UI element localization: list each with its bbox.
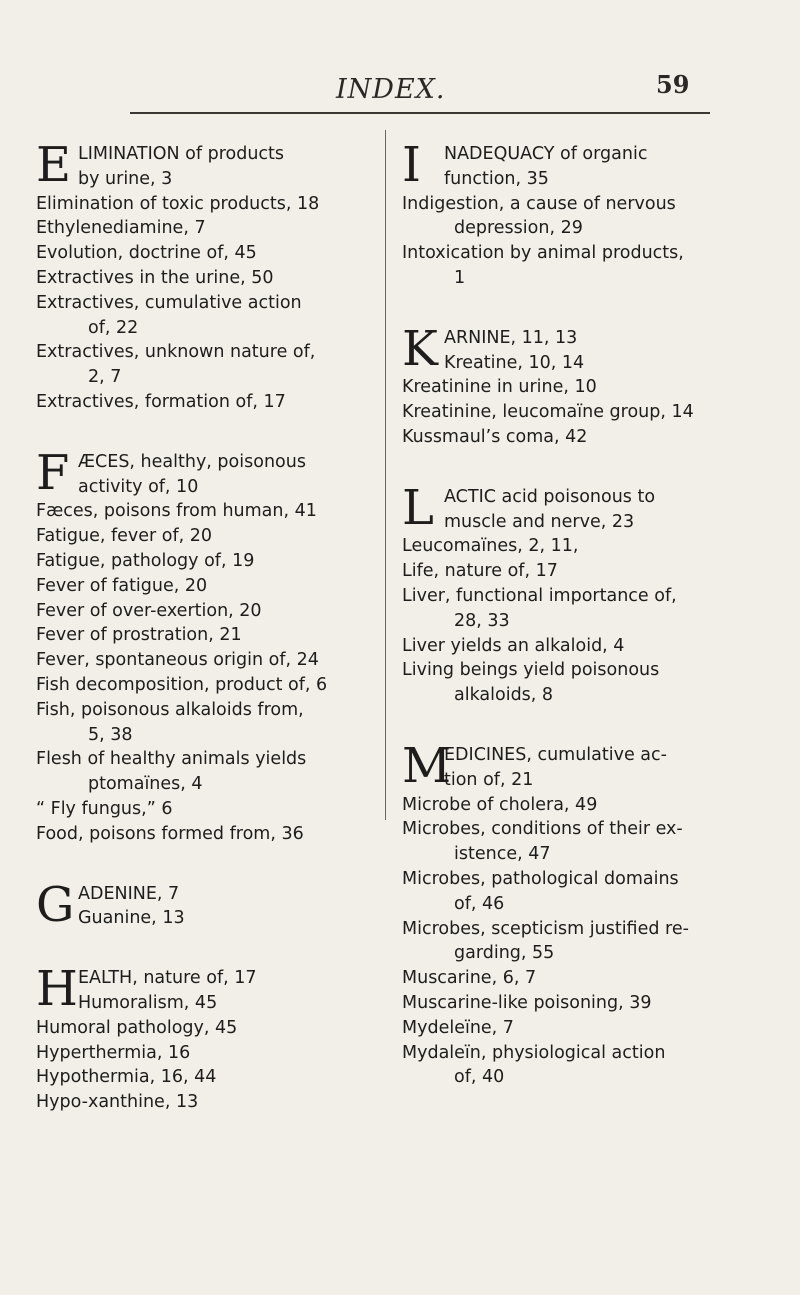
entry-line: Leucomaïnes, 2, 11,	[402, 536, 579, 557]
index-entry	[402, 1041, 742, 1091]
index-entry	[36, 266, 381, 291]
entry-line: 28, 33	[454, 610, 510, 631]
index-entry	[402, 793, 742, 818]
index-entry	[36, 1065, 381, 1090]
entry-line: Microbes, conditions of their ex-	[402, 819, 683, 840]
index-entry	[36, 797, 381, 822]
entry-line: Liver yields an alkaloid, 4	[402, 635, 625, 656]
entry-line: Kreatine, 10, 14	[444, 352, 585, 373]
entry-line: Fever of fatigue, 20	[36, 575, 208, 596]
index-section-k	[402, 320, 742, 450]
entry-line: Life, nature of, 17	[402, 561, 558, 582]
drop-cap-letter: K	[402, 320, 438, 377]
index-entry	[36, 673, 381, 698]
index-entry	[36, 1041, 381, 1066]
index-section-i	[402, 137, 742, 291]
section-first-entry	[402, 737, 742, 794]
entry-line: Hypothermia, 16, 44	[36, 1067, 217, 1088]
entry-line: Liver, functional importance of,	[402, 585, 677, 606]
index-entry	[36, 241, 381, 266]
entry-line: Mydaleïn, physiological action	[402, 1042, 666, 1063]
entry-line: Ethylenediamine, 7	[36, 218, 206, 239]
entry-line: ÆCES, healthy, poisonous	[78, 451, 306, 472]
index-entry	[36, 599, 381, 624]
entry-line: Extractives, unknown nature of,	[36, 342, 316, 363]
section-first-entry	[402, 137, 742, 193]
index-entry	[36, 648, 381, 673]
entry-line: Elimination of toxic products, 18	[36, 193, 320, 214]
section-first-entry	[36, 137, 381, 193]
entry-line: function, 35	[444, 168, 549, 189]
index-entry	[36, 549, 381, 574]
page-header	[0, 70, 800, 110]
index-entry	[402, 817, 742, 867]
drop-cap-letter: H	[36, 961, 78, 1018]
entry-line: Extractives in the urine, 50	[36, 267, 274, 288]
entry-line: Fish, poisonous alkaloids from,	[36, 699, 304, 720]
section-first-entry	[36, 876, 381, 933]
index-entry	[36, 340, 381, 390]
entry-line: Fæces, poisons from human, 41	[36, 501, 317, 522]
entry-line: Fatigue, fever of, 20	[36, 526, 213, 547]
index-entry	[402, 1016, 742, 1041]
index-entry	[36, 291, 381, 341]
index-entry	[402, 634, 742, 659]
entry-line: Extractives, formation of, 17	[36, 391, 286, 412]
index-entry	[402, 559, 742, 584]
right-column	[402, 137, 742, 1125]
index-section-l	[402, 479, 742, 708]
entry-line: depression, 29	[454, 218, 583, 239]
entry-line: ACTIC acid poisonous to	[444, 486, 656, 507]
index-entry	[36, 524, 381, 549]
entry-line: Food, poisons formed from, 36	[36, 823, 304, 844]
index-section-e	[36, 137, 381, 415]
entry-line: Flesh of healthy animals yields	[36, 749, 307, 770]
entry-line: NADEQUACY of organic	[444, 144, 648, 164]
entry-line: ptomaïnes, 4	[88, 774, 203, 795]
index-entry	[402, 534, 742, 559]
index-section-h	[36, 961, 381, 1115]
index-entry	[402, 991, 742, 1016]
entry-line: Fish decomposition, product of, 6	[36, 674, 328, 695]
entry-line: muscle and nerve, 23	[444, 511, 635, 532]
index-section-m	[402, 737, 742, 1090]
entry-line: Muscarine-like poisoning, 39	[402, 992, 652, 1013]
entry-line: by urine, 3	[78, 168, 173, 189]
entry-line: alkaloids, 8	[454, 685, 554, 706]
entry-line: 2, 7	[88, 367, 122, 388]
left-column	[36, 137, 381, 1150]
entry-line: Kreatinine in urine, 10	[402, 377, 597, 398]
index-entry	[36, 216, 381, 241]
entry-line: Fatigue, pathology of, 19	[36, 550, 255, 571]
index-entry	[36, 499, 381, 524]
index-section-f	[36, 444, 381, 847]
column-divider	[385, 130, 386, 820]
entry-line: Kreatinine, leucomaïne group, 14	[402, 402, 694, 423]
entry-line: Kussmaul’s coma, 42	[402, 426, 588, 447]
index-entry	[402, 658, 742, 708]
section-first-entry	[402, 479, 742, 536]
index-entry	[36, 390, 381, 415]
entry-line: of, 22	[88, 317, 139, 338]
entry-line: Indigestion, a cause of nervous	[402, 193, 676, 214]
entry-line: of, 46	[454, 893, 505, 914]
drop-cap-letter: F	[36, 444, 70, 501]
entry-line: istence, 47	[454, 844, 551, 865]
entry-line: Fever, spontaneous origin of, 24	[36, 650, 319, 671]
entry-line: Muscarine, 6, 7	[402, 968, 537, 989]
index-entry	[36, 1016, 381, 1041]
entry-line: ADENINE, 7	[78, 883, 180, 904]
entry-line: ARNINE, 11, 13	[444, 327, 578, 348]
index-entry	[36, 1090, 381, 1115]
entry-line: EDICINES, cumulative ac-	[444, 744, 667, 765]
index-entry	[36, 574, 381, 599]
page-number: 59	[656, 70, 690, 99]
drop-cap-letter: E	[36, 137, 72, 193]
index-entry	[36, 698, 381, 748]
index-entry	[402, 917, 742, 967]
entry-line: 1	[454, 267, 466, 288]
index-entry	[402, 192, 742, 242]
entry-line: Fever of over-exertion, 20	[36, 600, 262, 621]
entry-line: Microbe of cholera, 49	[402, 794, 598, 815]
section-first-entry	[36, 961, 381, 1018]
index-entry	[402, 425, 742, 450]
header-rule	[130, 112, 710, 114]
entry-line: Hyperthermia, 16	[36, 1042, 191, 1063]
drop-cap-letter: I	[402, 137, 421, 193]
entry-line: Mydeleïne, 7	[402, 1017, 514, 1038]
entry-line: of, 40	[454, 1067, 505, 1088]
index-entry	[36, 747, 381, 797]
index-entry	[402, 241, 742, 291]
entry-line: Microbes, pathological domains	[402, 868, 679, 889]
entry-line: “ Fly fungus,” 6	[36, 798, 173, 819]
entry-line: Microbes, scepticism justified re-	[402, 918, 689, 939]
entry-line: tion of, 21	[444, 769, 534, 790]
entry-line: Fever of prostration, 21	[36, 625, 242, 646]
entry-line: Extractives, cumulative action	[36, 292, 302, 313]
index-entry	[402, 966, 742, 991]
section-first-entry	[402, 320, 742, 377]
drop-cap-letter: M	[402, 737, 452, 794]
index-entry	[402, 584, 742, 634]
page-title: INDEX.	[336, 74, 446, 105]
drop-cap-letter: G	[36, 876, 75, 933]
section-first-entry	[36, 444, 381, 501]
entry-line: Humoral pathology, 45	[36, 1017, 238, 1038]
entry-line: LIMINATION of products	[78, 144, 285, 164]
entry-line: activity of, 10	[78, 476, 199, 497]
drop-cap-letter: L	[402, 479, 434, 536]
entry-line: Humoralism, 45	[78, 992, 218, 1013]
entry-line: Hypo-xanthine, 13	[36, 1092, 199, 1113]
entry-line: Evolution, doctrine of, 45	[36, 243, 257, 264]
index-entry	[36, 623, 381, 648]
index-section-g	[36, 876, 381, 933]
entry-line: garding, 55	[454, 943, 555, 964]
entry-line: Guanine, 13	[78, 908, 185, 929]
entry-line: 5, 38	[88, 724, 133, 745]
entry-line: Intoxication by animal products,	[402, 243, 684, 264]
entry-line: Living beings yield poisonous	[402, 660, 660, 681]
index-entry	[36, 822, 381, 847]
index-entry	[402, 867, 742, 917]
index-entry	[36, 192, 381, 217]
index-entry	[402, 375, 742, 400]
entry-line: EALTH, nature of, 17	[78, 968, 257, 989]
index-entry	[402, 400, 742, 425]
